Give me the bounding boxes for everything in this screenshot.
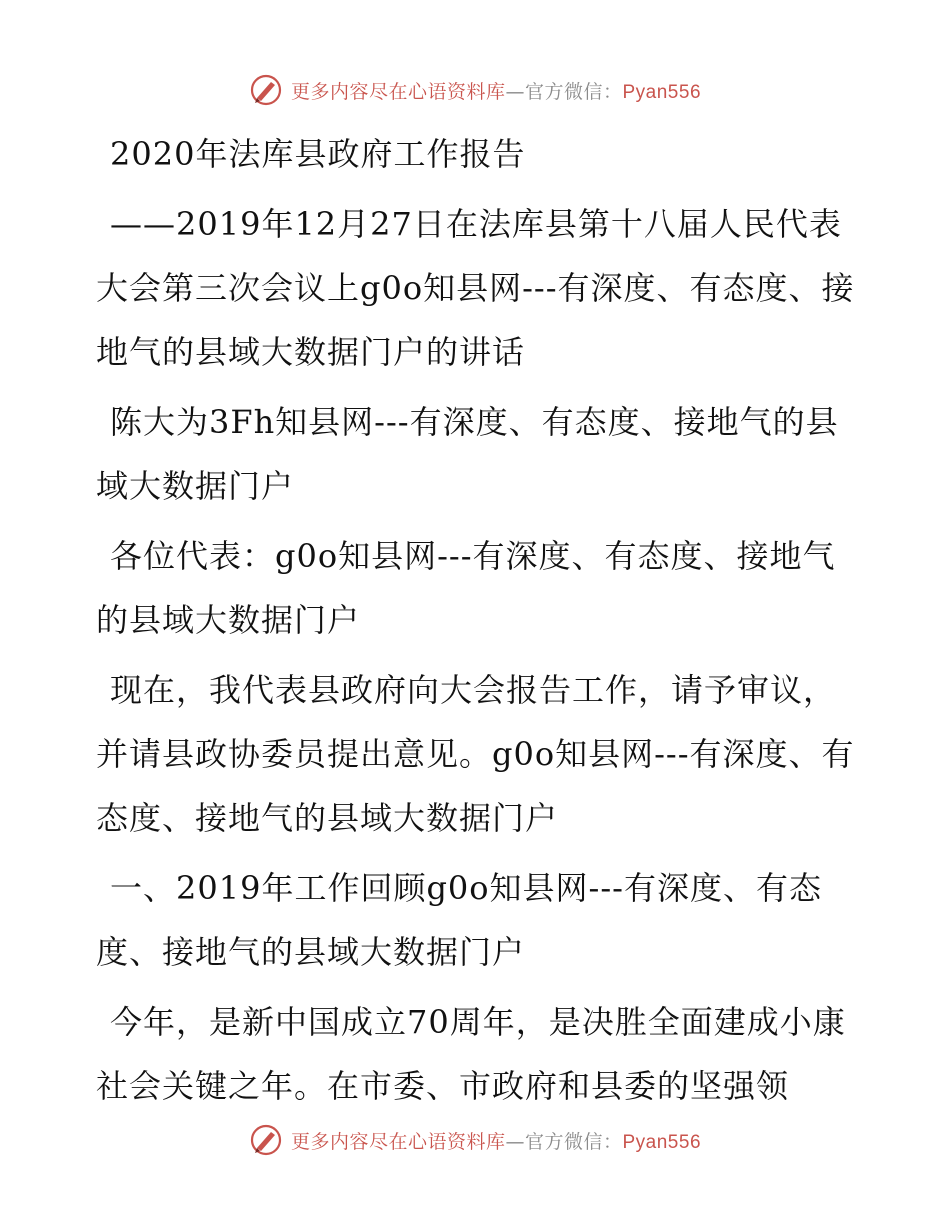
header-banner — [0, 70, 950, 110]
banner-main-text: 更多内容尽在心语资料库 — [290, 80, 506, 103]
banner-text — [291, 77, 701, 104]
paragraph-intro: 现在，我代表县政府向大会报告工作，请予审议，并请县政协委员提出意见。g0o知县网---有深度、有态度、接地气的县域大数据门户 — [96, 671, 855, 837]
paragraph-salutation: 各位代表：g0o知县网---有深度、有态度、接地气的县域大数据门户 — [96, 537, 836, 639]
banner-wechat-label: 官方微信： — [524, 1130, 623, 1153]
banner-separator: — — [505, 1130, 525, 1153]
banner-wechat-id: Pyan556 — [622, 1131, 702, 1153]
footer-banner — [0, 1120, 950, 1160]
document-body — [96, 122, 866, 1124]
paragraph-body: 今年，是新中国成立70周年，是决胜全面建成小康社会关键之年。在市委、市政府和县委的坚强领 — [96, 1003, 846, 1105]
banner-text — [291, 1127, 701, 1154]
banner-wechat-label: 官方微信： — [524, 80, 623, 103]
document-title: 2020年法库县政府工作报告 — [110, 135, 526, 173]
section-heading: 一、2019年工作回顾g0o知县网---有深度、有态度、接地气的县域大数据门户 — [96, 869, 822, 971]
pen-logo-icon — [249, 73, 283, 107]
banner-main-text: 更多内容尽在心语资料库 — [290, 1130, 506, 1153]
banner-separator: — — [505, 80, 525, 103]
paragraph-subtitle: ——2019年12月27日在法库县第十八届人民代表大会第三次会议上g0o知县网---有深度、有态度、接地气的县域大数据门户的讲话 — [96, 205, 855, 371]
pen-logo-icon — [249, 1123, 283, 1157]
banner-wechat-id: Pyan556 — [622, 81, 702, 103]
paragraph-speaker: 陈大为3Fh知县网---有深度、有态度、接地气的县域大数据门户 — [96, 403, 839, 505]
